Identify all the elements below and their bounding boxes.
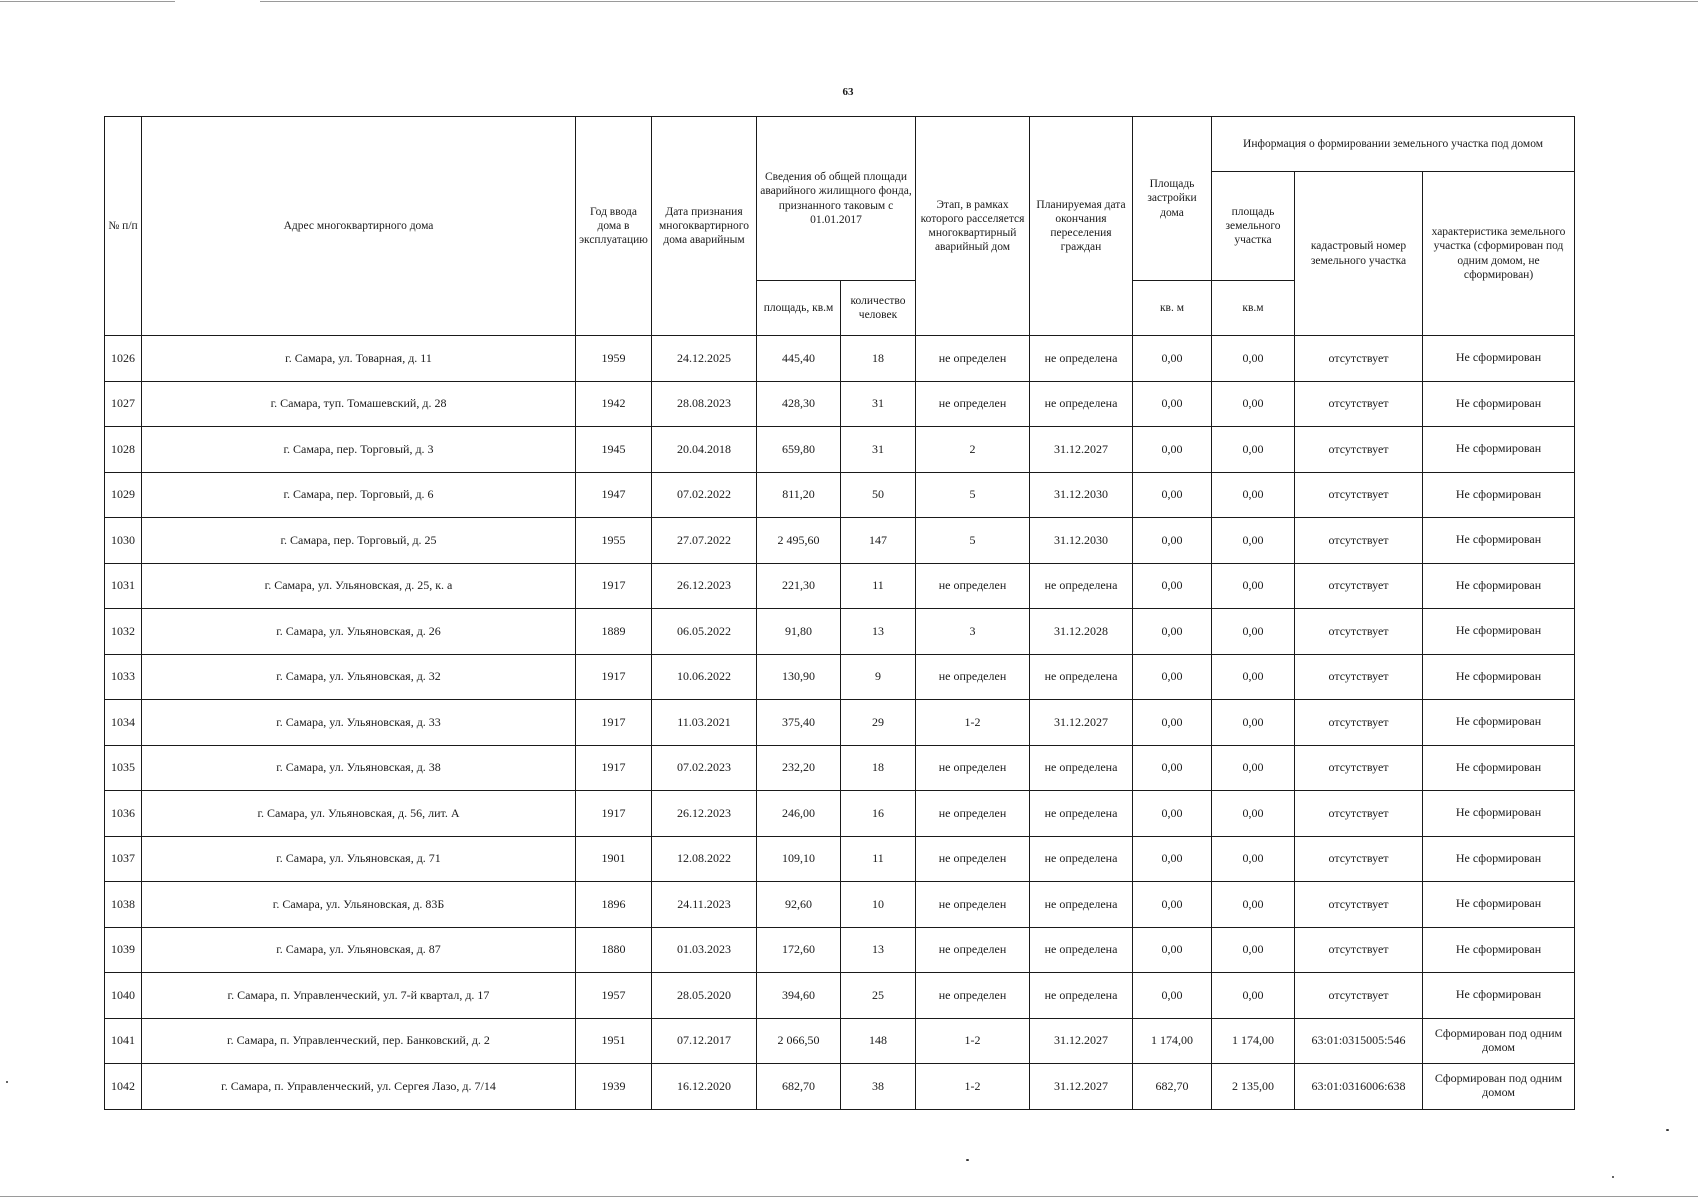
cell-cadastral: отсутствует [1295, 927, 1423, 973]
cell-area: 375,40 [757, 700, 841, 746]
cell-planned: 31.12.2027 [1030, 427, 1133, 473]
cell-planned: 31.12.2028 [1030, 609, 1133, 655]
cell-date: 26.12.2023 [652, 563, 757, 609]
cell-area: 659,80 [757, 427, 841, 473]
cell-land-char: Не сформирован [1423, 563, 1575, 609]
cell-land-area: 0,00 [1212, 927, 1295, 973]
cell-address: г. Самара, туп. Томашевский, д. 28 [142, 381, 576, 427]
cell-num: 1035 [105, 745, 142, 791]
scan-speck [966, 1159, 969, 1161]
cell-year: 1917 [576, 700, 652, 746]
cell-year: 1917 [576, 745, 652, 791]
cell-date: 16.12.2020 [652, 1064, 757, 1110]
cell-address: г. Самара, ул. Ульяновская, д. 38 [142, 745, 576, 791]
cell-people: 38 [841, 1064, 916, 1110]
cell-date: 24.12.2025 [652, 336, 757, 382]
table-row [105, 654, 1575, 700]
cell-date: 11.03.2021 [652, 700, 757, 746]
cell-land-char: Не сформирован [1423, 836, 1575, 882]
cell-num: 1032 [105, 609, 142, 655]
cell-year: 1917 [576, 654, 652, 700]
cell-people: 148 [841, 1018, 916, 1064]
cell-planned: не определена [1030, 882, 1133, 928]
cell-date: 20.04.2018 [652, 427, 757, 473]
cell-address: г. Самара, п. Управленческий, ул. Сергея Лазо, д. 7/14 [142, 1064, 576, 1110]
cell-cadastral: отсутствует [1295, 381, 1423, 427]
table-row [105, 973, 1575, 1019]
scan-speck [6, 1081, 8, 1083]
col-header-stage: Этап, в рамках которого расселяется многоквартирный аварийный дом [916, 117, 1030, 336]
cell-building-area: 0,00 [1133, 518, 1212, 564]
cell-land-char: Не сформирован [1423, 973, 1575, 1019]
cell-people: 18 [841, 336, 916, 382]
cell-area: 130,90 [757, 654, 841, 700]
cell-planned: не определена [1030, 836, 1133, 882]
cell-address: г. Самара, ул. Ульяновская, д. 83Б [142, 882, 576, 928]
cell-num: 1031 [105, 563, 142, 609]
col-header-building-area: Площадь застройки дома [1133, 117, 1212, 281]
cell-building-area: 0,00 [1133, 973, 1212, 1019]
cell-area: 92,60 [757, 882, 841, 928]
cell-building-area: 0,00 [1133, 745, 1212, 791]
cell-people: 50 [841, 472, 916, 518]
cell-planned: не определена [1030, 973, 1133, 1019]
cell-planned: не определена [1030, 745, 1133, 791]
cell-people: 11 [841, 836, 916, 882]
cell-land-area: 0,00 [1212, 791, 1295, 837]
cell-planned: не определена [1030, 791, 1133, 837]
cell-num: 1040 [105, 973, 142, 1019]
cell-stage: 3 [916, 609, 1030, 655]
cell-land-char: Не сформирован [1423, 654, 1575, 700]
cell-building-area: 0,00 [1133, 927, 1212, 973]
cell-planned: 31.12.2027 [1030, 1064, 1133, 1110]
cell-building-area: 1 174,00 [1133, 1018, 1212, 1064]
cell-year: 1959 [576, 336, 652, 382]
cell-date: 07.02.2023 [652, 745, 757, 791]
table-row [105, 336, 1575, 382]
cell-stage: не определен [916, 927, 1030, 973]
table-row [105, 563, 1575, 609]
cell-land-area: 0,00 [1212, 518, 1295, 564]
cell-area: 811,20 [757, 472, 841, 518]
cell-num: 1038 [105, 882, 142, 928]
cell-planned: не определена [1030, 336, 1133, 382]
cell-building-area: 0,00 [1133, 472, 1212, 518]
cell-num: 1034 [105, 700, 142, 746]
cell-cadastral: отсутствует [1295, 882, 1423, 928]
cell-area: 394,60 [757, 973, 841, 1019]
cell-address: г. Самара, ул. Ульяновская, д. 32 [142, 654, 576, 700]
cell-people: 10 [841, 882, 916, 928]
cell-year: 1896 [576, 882, 652, 928]
cell-address: г. Самара, п. Управленческий, пер. Банковский, д. 2 [142, 1018, 576, 1064]
cell-address: г. Самара, ул. Товарная, д. 11 [142, 336, 576, 382]
table-row [105, 791, 1575, 837]
cell-area: 428,30 [757, 381, 841, 427]
cell-area: 445,40 [757, 336, 841, 382]
table-row [105, 700, 1575, 746]
cell-stage: 5 [916, 518, 1030, 564]
col-header-area-sqm: площадь, кв.м [757, 281, 841, 336]
col-header-year: Год ввода дома в эксплуатацию [576, 117, 652, 336]
cell-land-area: 0,00 [1212, 700, 1295, 746]
cell-cadastral: отсутствует [1295, 700, 1423, 746]
cell-num: 1026 [105, 336, 142, 382]
cell-people: 18 [841, 745, 916, 791]
cell-num: 1033 [105, 654, 142, 700]
cell-stage: не определен [916, 654, 1030, 700]
cell-land-area: 0,00 [1212, 381, 1295, 427]
cell-date: 24.11.2023 [652, 882, 757, 928]
cell-area: 109,10 [757, 836, 841, 882]
cell-people: 13 [841, 609, 916, 655]
cell-num: 1027 [105, 381, 142, 427]
table-row [105, 1064, 1575, 1110]
col-header-num: № п/п [105, 117, 142, 336]
cell-building-area: 0,00 [1133, 791, 1212, 837]
cell-year: 1880 [576, 927, 652, 973]
cell-stage: не определен [916, 381, 1030, 427]
cell-num: 1039 [105, 927, 142, 973]
col-header-recognition-date: Дата признания многоквартирного дома аварийным [652, 117, 757, 336]
cell-planned: 31.12.2030 [1030, 472, 1133, 518]
col-header-land-area: площадь земельного участка [1212, 172, 1295, 281]
cell-building-area: 0,00 [1133, 654, 1212, 700]
cell-people: 31 [841, 427, 916, 473]
table-row [105, 518, 1575, 564]
cell-date: 06.05.2022 [652, 609, 757, 655]
table-row [105, 427, 1575, 473]
table-row [105, 381, 1575, 427]
cell-people: 147 [841, 518, 916, 564]
cell-cadastral: 63:01:0315005:546 [1295, 1018, 1423, 1064]
cell-date: 01.03.2023 [652, 927, 757, 973]
scan-edge-top-left [0, 1, 175, 2]
cell-planned: не определена [1030, 654, 1133, 700]
scan-edge-bottom [0, 1196, 1698, 1197]
cell-stage: не определен [916, 882, 1030, 928]
cell-year: 1957 [576, 973, 652, 1019]
cell-cadastral: отсутствует [1295, 518, 1423, 564]
cell-building-area: 0,00 [1133, 836, 1212, 882]
cell-year: 1889 [576, 609, 652, 655]
cell-land-char: Не сформирован [1423, 518, 1575, 564]
cell-area: 221,30 [757, 563, 841, 609]
cell-building-area: 0,00 [1133, 563, 1212, 609]
cell-land-char: Не сформирован [1423, 336, 1575, 382]
cell-date: 26.12.2023 [652, 791, 757, 837]
cell-people: 9 [841, 654, 916, 700]
cell-land-area: 0,00 [1212, 427, 1295, 473]
emergency-housing-table [104, 116, 1575, 1110]
cell-land-area: 1 174,00 [1212, 1018, 1295, 1064]
table-row [105, 836, 1575, 882]
cell-date: 10.06.2022 [652, 654, 757, 700]
cell-cadastral: отсутствует [1295, 654, 1423, 700]
cell-cadastral: отсутствует [1295, 836, 1423, 882]
cell-address: г. Самара, ул. Ульяновская, д. 26 [142, 609, 576, 655]
col-header-land-char: характеристика земельного участка (сформирован под одним домом, не сформирован) [1423, 172, 1575, 336]
scan-edge-top-right [260, 1, 1698, 2]
cell-num: 1028 [105, 427, 142, 473]
table-row [105, 882, 1575, 928]
cell-year: 1917 [576, 791, 652, 837]
cell-stage: 2 [916, 427, 1030, 473]
cell-planned: не определена [1030, 563, 1133, 609]
header-row-1 [105, 117, 1575, 172]
cell-land-area: 0,00 [1212, 336, 1295, 382]
cell-land-char: Сформирован под одним домом [1423, 1064, 1575, 1110]
cell-land-char: Не сформирован [1423, 381, 1575, 427]
cell-stage: 5 [916, 472, 1030, 518]
cell-land-area: 0,00 [1212, 609, 1295, 655]
cell-cadastral: отсутствует [1295, 472, 1423, 518]
cell-building-area: 0,00 [1133, 427, 1212, 473]
cell-land-char: Не сформирован [1423, 882, 1575, 928]
cell-land-area: 2 135,00 [1212, 1064, 1295, 1110]
cell-land-area: 0,00 [1212, 836, 1295, 882]
cell-land-area: 0,00 [1212, 654, 1295, 700]
col-header-people: количество человек [841, 281, 916, 336]
table-row [105, 609, 1575, 655]
cell-year: 1901 [576, 836, 652, 882]
cell-stage: не определен [916, 836, 1030, 882]
cell-stage: не определен [916, 745, 1030, 791]
cell-planned: 31.12.2030 [1030, 518, 1133, 564]
cell-year: 1917 [576, 563, 652, 609]
cell-num: 1042 [105, 1064, 142, 1110]
cell-planned: 31.12.2027 [1030, 700, 1133, 746]
cell-date: 28.08.2023 [652, 381, 757, 427]
table-row [105, 472, 1575, 518]
cell-year: 1945 [576, 427, 652, 473]
cell-num: 1029 [105, 472, 142, 518]
cell-address: г. Самара, ул. Ульяновская, д. 25, к. а [142, 563, 576, 609]
cell-num: 1036 [105, 791, 142, 837]
cell-land-char: Сформирован под одним домом [1423, 1018, 1575, 1064]
cell-address: г. Самара, пер. Торговый, д. 25 [142, 518, 576, 564]
table-row [105, 745, 1575, 791]
cell-stage: 1-2 [916, 1018, 1030, 1064]
cell-building-area: 0,00 [1133, 609, 1212, 655]
cell-land-char: Не сформирован [1423, 609, 1575, 655]
cell-date: 28.05.2020 [652, 973, 757, 1019]
cell-cadastral: отсутствует [1295, 973, 1423, 1019]
cell-land-area: 0,00 [1212, 563, 1295, 609]
scan-speck [1666, 1129, 1669, 1131]
cell-year: 1951 [576, 1018, 652, 1064]
cell-planned: не определена [1030, 381, 1133, 427]
table-row [105, 1018, 1575, 1064]
cell-year: 1955 [576, 518, 652, 564]
cell-address: г. Самара, ул. Ульяновская, д. 87 [142, 927, 576, 973]
cell-land-area: 0,00 [1212, 745, 1295, 791]
cell-building-area: 0,00 [1133, 336, 1212, 382]
cell-address: г. Самара, пер. Торговый, д. 6 [142, 472, 576, 518]
cell-planned: 31.12.2027 [1030, 1018, 1133, 1064]
cell-area: 91,80 [757, 609, 841, 655]
cell-area: 172,60 [757, 927, 841, 973]
cell-date: 07.02.2022 [652, 472, 757, 518]
col-header-area-info: Сведения об общей площади аварийного жилищного фонда, признанного таковым с 01.01.2017 [757, 117, 916, 281]
cell-num: 1037 [105, 836, 142, 882]
cell-address: г. Самара, п. Управленческий, ул. 7-й квартал, д. 17 [142, 973, 576, 1019]
cell-people: 11 [841, 563, 916, 609]
cell-stage: не определен [916, 336, 1030, 382]
cell-cadastral: 63:01:0316006:638 [1295, 1064, 1423, 1110]
cell-stage: 1-2 [916, 1064, 1030, 1110]
page-number: 63 [842, 86, 854, 98]
cell-year: 1947 [576, 472, 652, 518]
col-header-cadastral: кадастровый номер земельного участка [1295, 172, 1423, 336]
cell-cadastral: отсутствует [1295, 336, 1423, 382]
cell-land-char: Не сформирован [1423, 700, 1575, 746]
cell-land-char: Не сформирован [1423, 427, 1575, 473]
cell-date: 27.07.2022 [652, 518, 757, 564]
cell-address: г. Самара, пер. Торговый, д. 3 [142, 427, 576, 473]
scan-speck [1612, 1176, 1614, 1178]
cell-building-area: 682,70 [1133, 1064, 1212, 1110]
cell-cadastral: отсутствует [1295, 427, 1423, 473]
cell-people: 29 [841, 700, 916, 746]
cell-date: 12.08.2022 [652, 836, 757, 882]
col-header-address: Адрес многоквартирного дома [142, 117, 576, 336]
cell-num: 1030 [105, 518, 142, 564]
cell-land-area: 0,00 [1212, 973, 1295, 1019]
cell-area: 2 495,60 [757, 518, 841, 564]
cell-stage: 1-2 [916, 700, 1030, 746]
cell-building-area: 0,00 [1133, 381, 1212, 427]
table-row [105, 927, 1575, 973]
cell-cadastral: отсутствует [1295, 791, 1423, 837]
cell-area: 2 066,50 [757, 1018, 841, 1064]
cell-area: 246,00 [757, 791, 841, 837]
cell-stage: не определен [916, 973, 1030, 1019]
cell-planned: не определена [1030, 927, 1133, 973]
cell-people: 31 [841, 381, 916, 427]
cell-land-area: 0,00 [1212, 472, 1295, 518]
col-header-planned-date: Планируемая дата окончания переселения граждан [1030, 117, 1133, 336]
cell-land-char: Не сформирован [1423, 745, 1575, 791]
cell-cadastral: отсутствует [1295, 609, 1423, 655]
cell-cadastral: отсутствует [1295, 563, 1423, 609]
cell-address: г. Самара, ул. Ульяновская, д. 33 [142, 700, 576, 746]
cell-people: 13 [841, 927, 916, 973]
cell-year: 1942 [576, 381, 652, 427]
cell-building-area: 0,00 [1133, 700, 1212, 746]
cell-cadastral: отсутствует [1295, 745, 1423, 791]
cell-people: 16 [841, 791, 916, 837]
cell-area: 682,70 [757, 1064, 841, 1110]
cell-address: г. Самара, ул. Ульяновская, д. 56, лит. А [142, 791, 576, 837]
cell-land-char: Не сформирован [1423, 927, 1575, 973]
cell-address: г. Самара, ул. Ульяновская, д. 71 [142, 836, 576, 882]
cell-stage: не определен [916, 563, 1030, 609]
cell-land-char: Не сформирован [1423, 472, 1575, 518]
cell-num: 1041 [105, 1018, 142, 1064]
cell-date: 07.12.2017 [652, 1018, 757, 1064]
cell-land-area: 0,00 [1212, 882, 1295, 928]
cell-land-char: Не сформирован [1423, 791, 1575, 837]
col-header-building-area-unit: кв. м [1133, 281, 1212, 336]
cell-people: 25 [841, 973, 916, 1019]
cell-area: 232,20 [757, 745, 841, 791]
col-header-land-area-unit: кв.м [1212, 281, 1295, 336]
cell-stage: не определен [916, 791, 1030, 837]
col-header-land-info: Информация о формировании земельного участка под домом [1212, 117, 1575, 172]
cell-year: 1939 [576, 1064, 652, 1110]
cell-building-area: 0,00 [1133, 882, 1212, 928]
